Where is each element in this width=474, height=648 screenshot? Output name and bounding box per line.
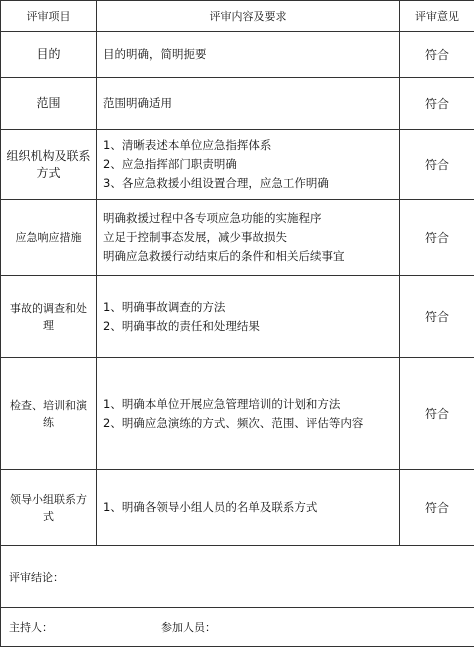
row-item: 检查、培训和演练: [1, 358, 97, 470]
content-line: 目的明确，简明扼要: [103, 47, 207, 61]
row-opinion: 符合: [400, 130, 474, 200]
content-line: 1、明确事故调查的方法: [103, 299, 226, 314]
content-line: 2、明确应急演练的方式、频次、范围、评估等内容: [103, 415, 364, 430]
row-item: 事故的调查和处理: [1, 276, 97, 358]
row-opinion: 符合: [400, 200, 474, 276]
table-row: [1, 32, 474, 78]
conclusion-cell: [1, 546, 474, 608]
conclusion-label: 评审结论：: [9, 570, 64, 584]
signature-cell: [1, 608, 474, 647]
content-line: 明确救援过程中各专项应急功能的实施程序: [103, 211, 322, 225]
row-content: [97, 32, 400, 78]
content-line: 2、明确事故的责任和处理结果: [103, 318, 260, 333]
row-content: [97, 130, 400, 200]
row-item: 范围: [1, 78, 97, 130]
table-row: [1, 130, 474, 200]
conclusion-row: [1, 546, 474, 608]
header-opinion: 评审意见: [400, 1, 474, 32]
content-line: 明确应急救援行动结束后的条件和相关后续事宜: [103, 249, 345, 263]
content-line: 1、明确本单位开展应急管理培训的计划和方法: [103, 396, 341, 411]
row-opinion: 符合: [400, 32, 474, 78]
row-content: [97, 200, 400, 276]
table-row: [1, 78, 474, 130]
host-label: 主持人：: [9, 621, 53, 634]
row-opinion: 符合: [400, 358, 474, 470]
row-item: 目的: [1, 32, 97, 78]
header-item: 评审项目: [1, 1, 97, 32]
signature-row: [1, 608, 474, 647]
row-opinion: 符合: [400, 78, 474, 130]
table-row: [1, 470, 474, 546]
content-line: 1、明确各领导小组人员的名单及联系方式: [103, 500, 318, 514]
content-line: 1、清晰表述本单位应急指挥体系: [103, 138, 272, 152]
row-item: 组织机构及联系方式: [1, 130, 97, 200]
content-line: 立足于控制事态发展，减少事故损失: [103, 230, 287, 244]
header-content: 评审内容及要求: [97, 1, 400, 32]
header-row: [1, 1, 474, 32]
content-line: 2、应急指挥部门职责明确: [103, 157, 237, 171]
content-line: 3、各应急救援小组设置合理，应急工作明确: [103, 176, 329, 190]
row-content: [97, 358, 400, 470]
table-row: [1, 276, 474, 358]
row-content: [97, 276, 400, 358]
row-opinion: 符合: [400, 276, 474, 358]
table-row: [1, 358, 474, 470]
participants-label: 参加人员：: [161, 621, 216, 634]
table-row: [1, 200, 474, 276]
row-opinion: 符合: [400, 470, 474, 546]
row-item: 领导小组联系方式: [1, 470, 97, 546]
content-line: 范围明确适用: [103, 96, 172, 110]
row-item: 应急响应措施: [1, 200, 97, 276]
row-content: [97, 470, 400, 546]
row-content: [97, 78, 400, 130]
